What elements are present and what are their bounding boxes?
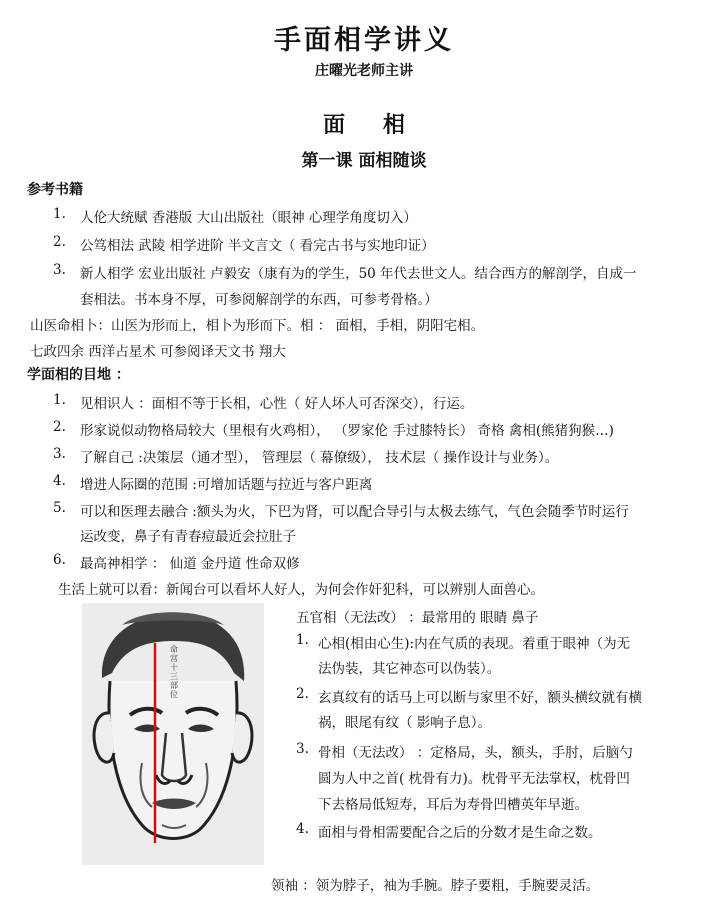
purpose-number: 1. [53, 392, 66, 408]
purpose-item-continued: 运改变，鼻子有青春痘最近会拉肚子 [80, 529, 296, 545]
reference-item: 新人相学 宏业出版社 卢毅安（康有为的学生，50 年代去世文人。结合西方的解剖学，自成一 [80, 266, 637, 282]
purpose-item: 最高神相学 ： 仙道 金丹道 性命双修 [80, 556, 300, 572]
reference-item-continued: 套相法。书本身不厚，可参阅解剖学的东西，可参考骨格。） [80, 292, 438, 308]
feature-item: 心相(相由心生):内在气质的表现。着重于眼神（为无 [318, 636, 631, 652]
note-line: 七政四余 西洋占星术 可参阅译天文书 翔大 [30, 344, 286, 360]
purpose-item: 形家说似动物格局较大（里根有火鸡相）， （罗家伦 手过膝特长） 奇格 禽相(熊猪狗猴…) [80, 423, 614, 439]
section-title: 面 相 [323, 113, 405, 138]
feature-number: 2. [296, 686, 309, 702]
purpose-heading: 学面相的目地 ： [27, 367, 130, 383]
purpose-item: 见相识人 ：面相不等于长相，心性（ 好人坏人可否深交），行运。 [80, 396, 474, 412]
document-title: 手面相学讲义 [274, 25, 454, 56]
features-note: 领袖 ：领为脖子，袖为手腕。脖子要粗，手腕要灵活。 [271, 878, 600, 894]
portrait-caption: 命宫十三部位 [170, 645, 178, 699]
feature-item: 玄真纹有的话马上可以断与家里不好，额头横纹就有横 [318, 690, 642, 706]
purpose-number: 2. [53, 419, 66, 435]
feature-item-continued: 下去格局低短寿，耳后为寿骨凹槽英年早逝。 [318, 797, 588, 813]
purpose-number: 4. [53, 473, 66, 489]
face-portrait-illustration [82, 603, 264, 865]
reference-number: 1. [53, 206, 66, 222]
feature-number: 3. [296, 741, 309, 757]
feature-number: 4. [296, 821, 309, 837]
purpose-number: 3. [53, 446, 66, 462]
feature-number: 1. [296, 632, 309, 648]
feature-item-continued: 法伪装，其它神态可以伪装）。 [318, 661, 501, 677]
reference-number: 2. [53, 234, 66, 250]
lesson-title: 第一课 面相随谈 [301, 151, 427, 171]
feature-item: 骨相（无法改） ：定格局，头，额头，手肘，后脑勺 [318, 745, 633, 761]
note-line: 山医命相卜：山医为形而上，相卜为形而下。相 ： 面相，手相，阴阳宅相。 [30, 318, 485, 334]
purpose-number: 5. [53, 500, 66, 516]
feature-item-continued: 圆为人中之首( 枕骨有力)。枕骨平无法掌权，枕骨凹 [318, 771, 630, 787]
reference-item: 公笃相法 武陵 相学进阶 半文言文（ 看完古书与实地印证） [80, 238, 435, 254]
reference-item: 人伦大统赋 香港版 大山出版社（眼神 心理学角度切入） [80, 210, 417, 226]
references-heading: 参考书籍 [27, 182, 83, 198]
purpose-note: 生活上就可以看：新闻台可以看坏人好人，为何会作奸犯科，可以辨别人面兽心。 [58, 582, 544, 598]
purpose-item: 增进人际圈的范围 :可增加话题与拉近与客户距离 [80, 477, 373, 493]
purpose-item: 了解自己 :决策层（通才型）， 管理层（ 幕僚级）， 技术层（ 操作设计与业务）。 [80, 450, 559, 466]
purpose-number: 6. [53, 552, 66, 568]
reference-number: 3. [53, 262, 66, 278]
feature-item: 面相与骨相需要配合之后的分数才是生命之数。 [318, 825, 602, 841]
features-heading: 五官相（无法改） ：最常用的 眼睛 鼻子 [296, 610, 539, 626]
document-subtitle: 庄曜光老师主讲 [315, 63, 413, 79]
purpose-item: 可以和医理去融合 :额头为火，下巴为肾，可以配合导引与太极去练气，气色会随季节时运行 [80, 504, 629, 520]
feature-item-continued: 祸，眼尾有纹（ 影响子息）。 [318, 715, 492, 731]
